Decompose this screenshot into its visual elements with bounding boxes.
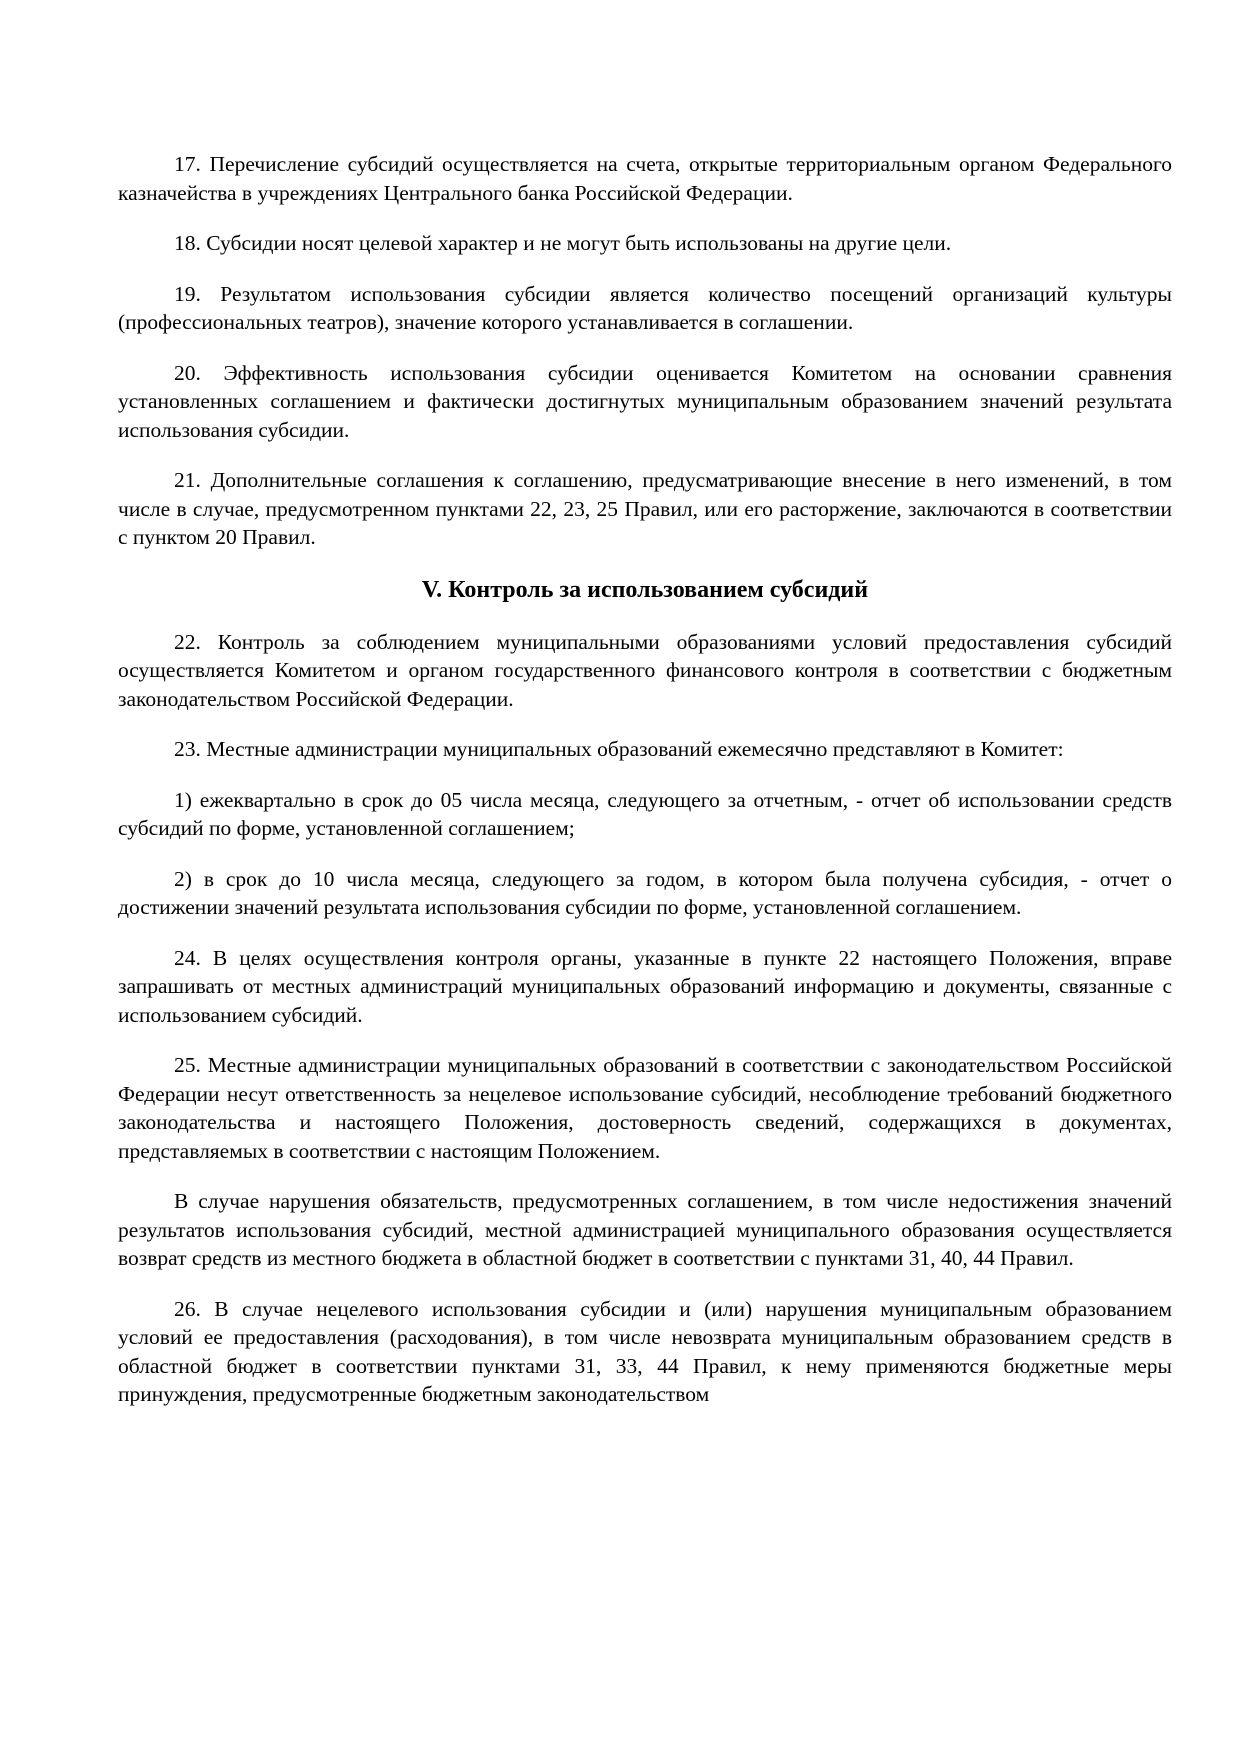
document-body xyxy=(118,150,1172,1409)
paragraph-25: 25. Местные администрации муниципальных образований в соответствии с законодательством Российской Федерации несут ответственность за нецелевое использование субсидий, несоблюдение требований бюджетного законодательства и настоящего Положения, достоверность сведений, содержащихся в документах, представляемых в соответствии с настоящим Положением. xyxy=(118,1053,1172,1163)
paragraph-22: 22. Контроль за соблюдением муниципальными образованиями условий предоставления субсидий осуществляется Комитетом и органом государственного финансового контроля в соответствии с бюджетным законодательством Российской Федерации. xyxy=(118,629,1172,711)
paragraph-20: 20. Эффективность использования субсидии оценивается Комитетом на основании сравнения установленных соглашением и фактически достигнутых муниципальным образованием значений результата использования субсидии. xyxy=(118,360,1172,442)
paragraph-26: 26. В случае нецелевого использования субсидии и (или) нарушения муниципальным образованием условий ее предоставления (расходования), в том числе невозврата муниципальным образованием средств в областной бюджет в соответствии пунктами 31, 33, 44 Правил, к нему применяются бюджетные меры принуждения, предусмотренные бюджетным законодательством xyxy=(118,1296,1172,1406)
paragraph-23-item-2: 2) в срок до 10 числа месяца, следующего за годом, в котором была получена субсидия, - отчет о достижении значений результата использования субсидии по форме, установленной соглашением. xyxy=(118,866,1172,919)
section-heading: V. Контроль за использованием субсидий xyxy=(421,576,869,603)
paragraph-19: 19. Результатом использования субсидии является количество посещений организаций культуры (профессиональных театров), значение которого устанавливается в соглашении. xyxy=(118,281,1172,334)
paragraph-21: 21. Дополнительные соглашения к соглашению, предусматривающие внесение в него изменений, в том числе в случае, предусмотренном пунктами 22, 23, 25 Правил, или его расторжение, заключаются в соответствии с пунктом 20 Правил. xyxy=(118,468,1172,549)
paragraph-17: 17. Перечисление субсидий осуществляется на счета, открытые территориальным органом Федерального казначейства в учреждениях Центрального банка Российской Федерации. xyxy=(118,152,1172,205)
paragraph-23: 23. Местные администрации муниципальных образований ежемесячно представляют в Комитет: xyxy=(174,737,1064,761)
paragraph-24: 24. В целях осуществления контроля органы, указанные в пункте 22 настоящего Положения, вправе запрашивать от местных администраций муниципальных образований информацию и документы, связанные с использованием субсидий. xyxy=(118,945,1172,1027)
paragraph-25-continued: В случае нарушения обязательств, предусмотренных соглашением, в том числе недостижения значений результатов использования субсидий, местной администрацией муниципального образования осуществляется возврат средств из местного бюджета в областной бюджет в соответствии с пунктами 31, 40, 44 Правил. xyxy=(118,1189,1172,1270)
paragraph-23-item-1: 1) ежеквартально в срок до 05 числа месяца, следующего за отчетным, - отчет об использовании средств субсидий по форме, установленной соглашением; xyxy=(118,787,1172,840)
paragraph-18: 18. Субсидии носят целевой характер и не могут быть использованы на другие цели. xyxy=(174,231,952,255)
